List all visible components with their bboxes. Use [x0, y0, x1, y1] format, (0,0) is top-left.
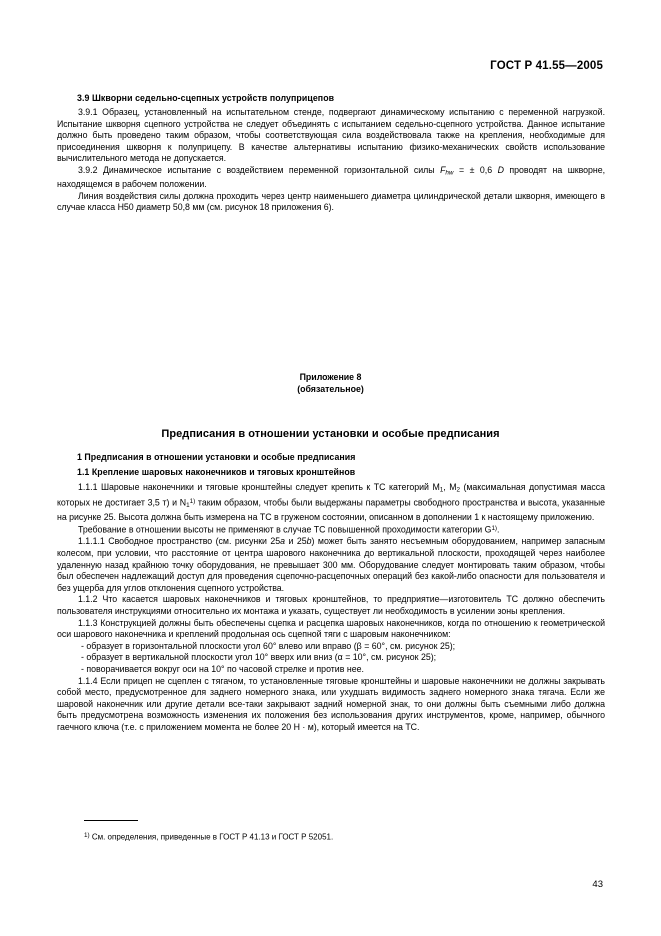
- appendix-body: [57, 452, 605, 734]
- paragraph-1-1-1: [57, 482, 605, 523]
- paragraph-1-1-4: 1.1.4 Если прицеп не сцеплен с тягачом, то установленные тяговые кронштейны и шаровые наконечники не должны закрывать собой место, предусмотренное для заднего номерного знака, или ухудшать видимость заднего номерного знака тягача. Если же шаровой наконечник или другие детали все-таки закрывают задний номерной знак, то они должны быть съемными либо должна быть предусмотрена возможность изменения их положения без использования других инструментов, кроме, например, обычного гаечного ключа (т.е. с приложением момента не более 20 Н · м), который имеется на ТС.: [57, 675, 605, 732]
- appendix-label: Приложение 8: [299, 372, 362, 382]
- figure-ref-25b: b: [306, 536, 312, 547]
- appendix-title: Предписания в отношении установки и особые предписания: [161, 428, 500, 440]
- p-1-1-1-1-part-c: ) может быть занято несъемным оборудованием, например запасным колесом, при условии, что расстояние от центра шарового наконечника до вертикальной плоскости, проходящей через наиболее удаленную назад крайнюю точку оборудования, не превышает 300 мм. Оборудование следует монтировать таким образом, чтобы был обеспечен надлежащий доступ для проведения сцепочно-расцепочных операций без какой-либо опасности для пользователя и без ущерба для углов отклонения сцепного устройства.: [57, 536, 605, 593]
- p-req-part-a: Требование в отношении высоты не применяют в случае ТС повышенной проходимости категории G: [78, 524, 492, 535]
- p-1-1-1-part-c: (максимальная допустимая масса которых не достигает 3,5 т) и N: [57, 482, 605, 508]
- paragraph-1-1-1-1: [57, 536, 605, 594]
- footnote-text: [84, 830, 604, 843]
- footnote-body: См. определения, приведенные в ГОСТ Р 41.13 и ГОСТ Р 52051.: [89, 832, 334, 842]
- subscript-m1: 1: [439, 486, 444, 494]
- formula-subscript-hw: hw: [445, 169, 454, 177]
- paragraph-3-9-2-pre: 3.9.2 Динамическое испытание с воздействием переменной горизонтальной силы: [78, 164, 441, 175]
- formula-variable-d: D: [497, 164, 504, 175]
- bullet-vertical-angle: - образует в вертикальной плоскости угол 10° вверх или вниз (α = 10°, см. рисунок 25);: [81, 652, 437, 663]
- standard-header: ГОСТ Р 41.55—2005: [490, 60, 603, 72]
- footnote-marker: 1): [84, 832, 90, 839]
- heading-1-1: 1.1 Крепление шаровых наконечников и тяговых кронштейнов: [77, 467, 356, 477]
- bullet-horizontal-angle: - образует в горизонтальной плоскости угол 60° влево или вправо (β = 60°, см. рисунок 25);: [81, 640, 456, 651]
- p-1-1-1-1-part-b: и 25: [285, 536, 307, 547]
- paragraph-1-1-2: 1.1.2 Что касается шаровых наконечников и тяговых кронштейнов, то предприятие—изготовитель ТС должно обеспечить пользователя инструкциями относительно их монтажа и указать, существует ли необходимость в усилении зоны крепления.: [57, 594, 605, 617]
- appendix-label-block: [0, 371, 661, 395]
- figure-ref-25a: a: [280, 536, 286, 547]
- p-1-1-1-part-d: таким образом, чтобы были выдержаны параметры свободного пространства и высота, указанные на рисунке 25. Высота должна быть измерена на ТС в груженом состоянии, описанном в дополнении 1 к настоящему приложению.: [57, 497, 605, 522]
- bullet-rotation-angle: - поворачивается вокруг оси на 10° по часовой стрелке и против нее.: [81, 664, 364, 674]
- section-3-9-block: [57, 93, 605, 214]
- page-number: 43: [592, 879, 603, 890]
- p-1-1-1-part-a: 1.1.1 Шаровые наконечники и тяговые кронштейны следует крепить к ТС категорий М: [78, 482, 440, 492]
- paragraph-3-9-2-post: проводят на шкворне, находящемся в рабочем положении.: [57, 164, 606, 189]
- appendix-kind: (обязательное): [297, 384, 364, 394]
- formula-middle: = ± 0,6: [453, 164, 498, 175]
- paragraph-1-1-3: 1.1.3 Конструкцией должны быть обеспечены сцепка и расцепка шаровых наконечников, когда по отношению к геометрической оси шарового наконечника и креплений продольная ось сцепной тяги с шаровым наконечником:: [57, 617, 605, 640]
- formula-variable-f: F: [440, 164, 446, 175]
- footnote-ref-1: 1): [189, 497, 196, 505]
- p-1-1-1-1-part-a: 1.1.1.1 Свободное пространство (см. рисунки 25: [78, 536, 281, 547]
- footnote-separator: [84, 820, 138, 821]
- paragraph-force-line: Линия воздействия силы должна проходить через центр наименьшего диаметра цилиндрической детали шкворня, имеющего в случае класса Н50 диаметр 50,8 мм (см. рисунок 18 приложения 6).: [57, 190, 605, 213]
- section-heading-3-9: 3.9 Шкворни седельно-сцепных устройств полуприцепов: [77, 93, 335, 103]
- paragraph-height-requirement: [57, 523, 605, 536]
- footnote-ref-2: 1): [491, 525, 498, 533]
- subscript-n1: 1: [186, 502, 190, 510]
- paragraph-3-9-1: 3.9.1 Образец, установленный на испытательном стенде, подвергают динамическому испытанию с переменной нагрузкой. Испытание шкворня сцепного устройства не следует объединять с испытанием седельно-сцепного устройства. Данное испытание должно быть проведено таким образом, чтобы соответствующая сила воздействовала также на крепления, необходимые для присоединения шкворня к полуприцепу. В качестве альтернативы испытанию физико-механических свойств использование вычислительного метода не допускается.: [57, 107, 605, 164]
- subscript-m2: 2: [456, 486, 460, 494]
- paragraph-3-9-2: [57, 165, 605, 191]
- heading-1: 1 Предписания в отношении установки и особые предписания: [77, 452, 356, 462]
- p-1-1-1-part-b: , М: [443, 482, 457, 492]
- p-req-part-b: .: [497, 524, 500, 535]
